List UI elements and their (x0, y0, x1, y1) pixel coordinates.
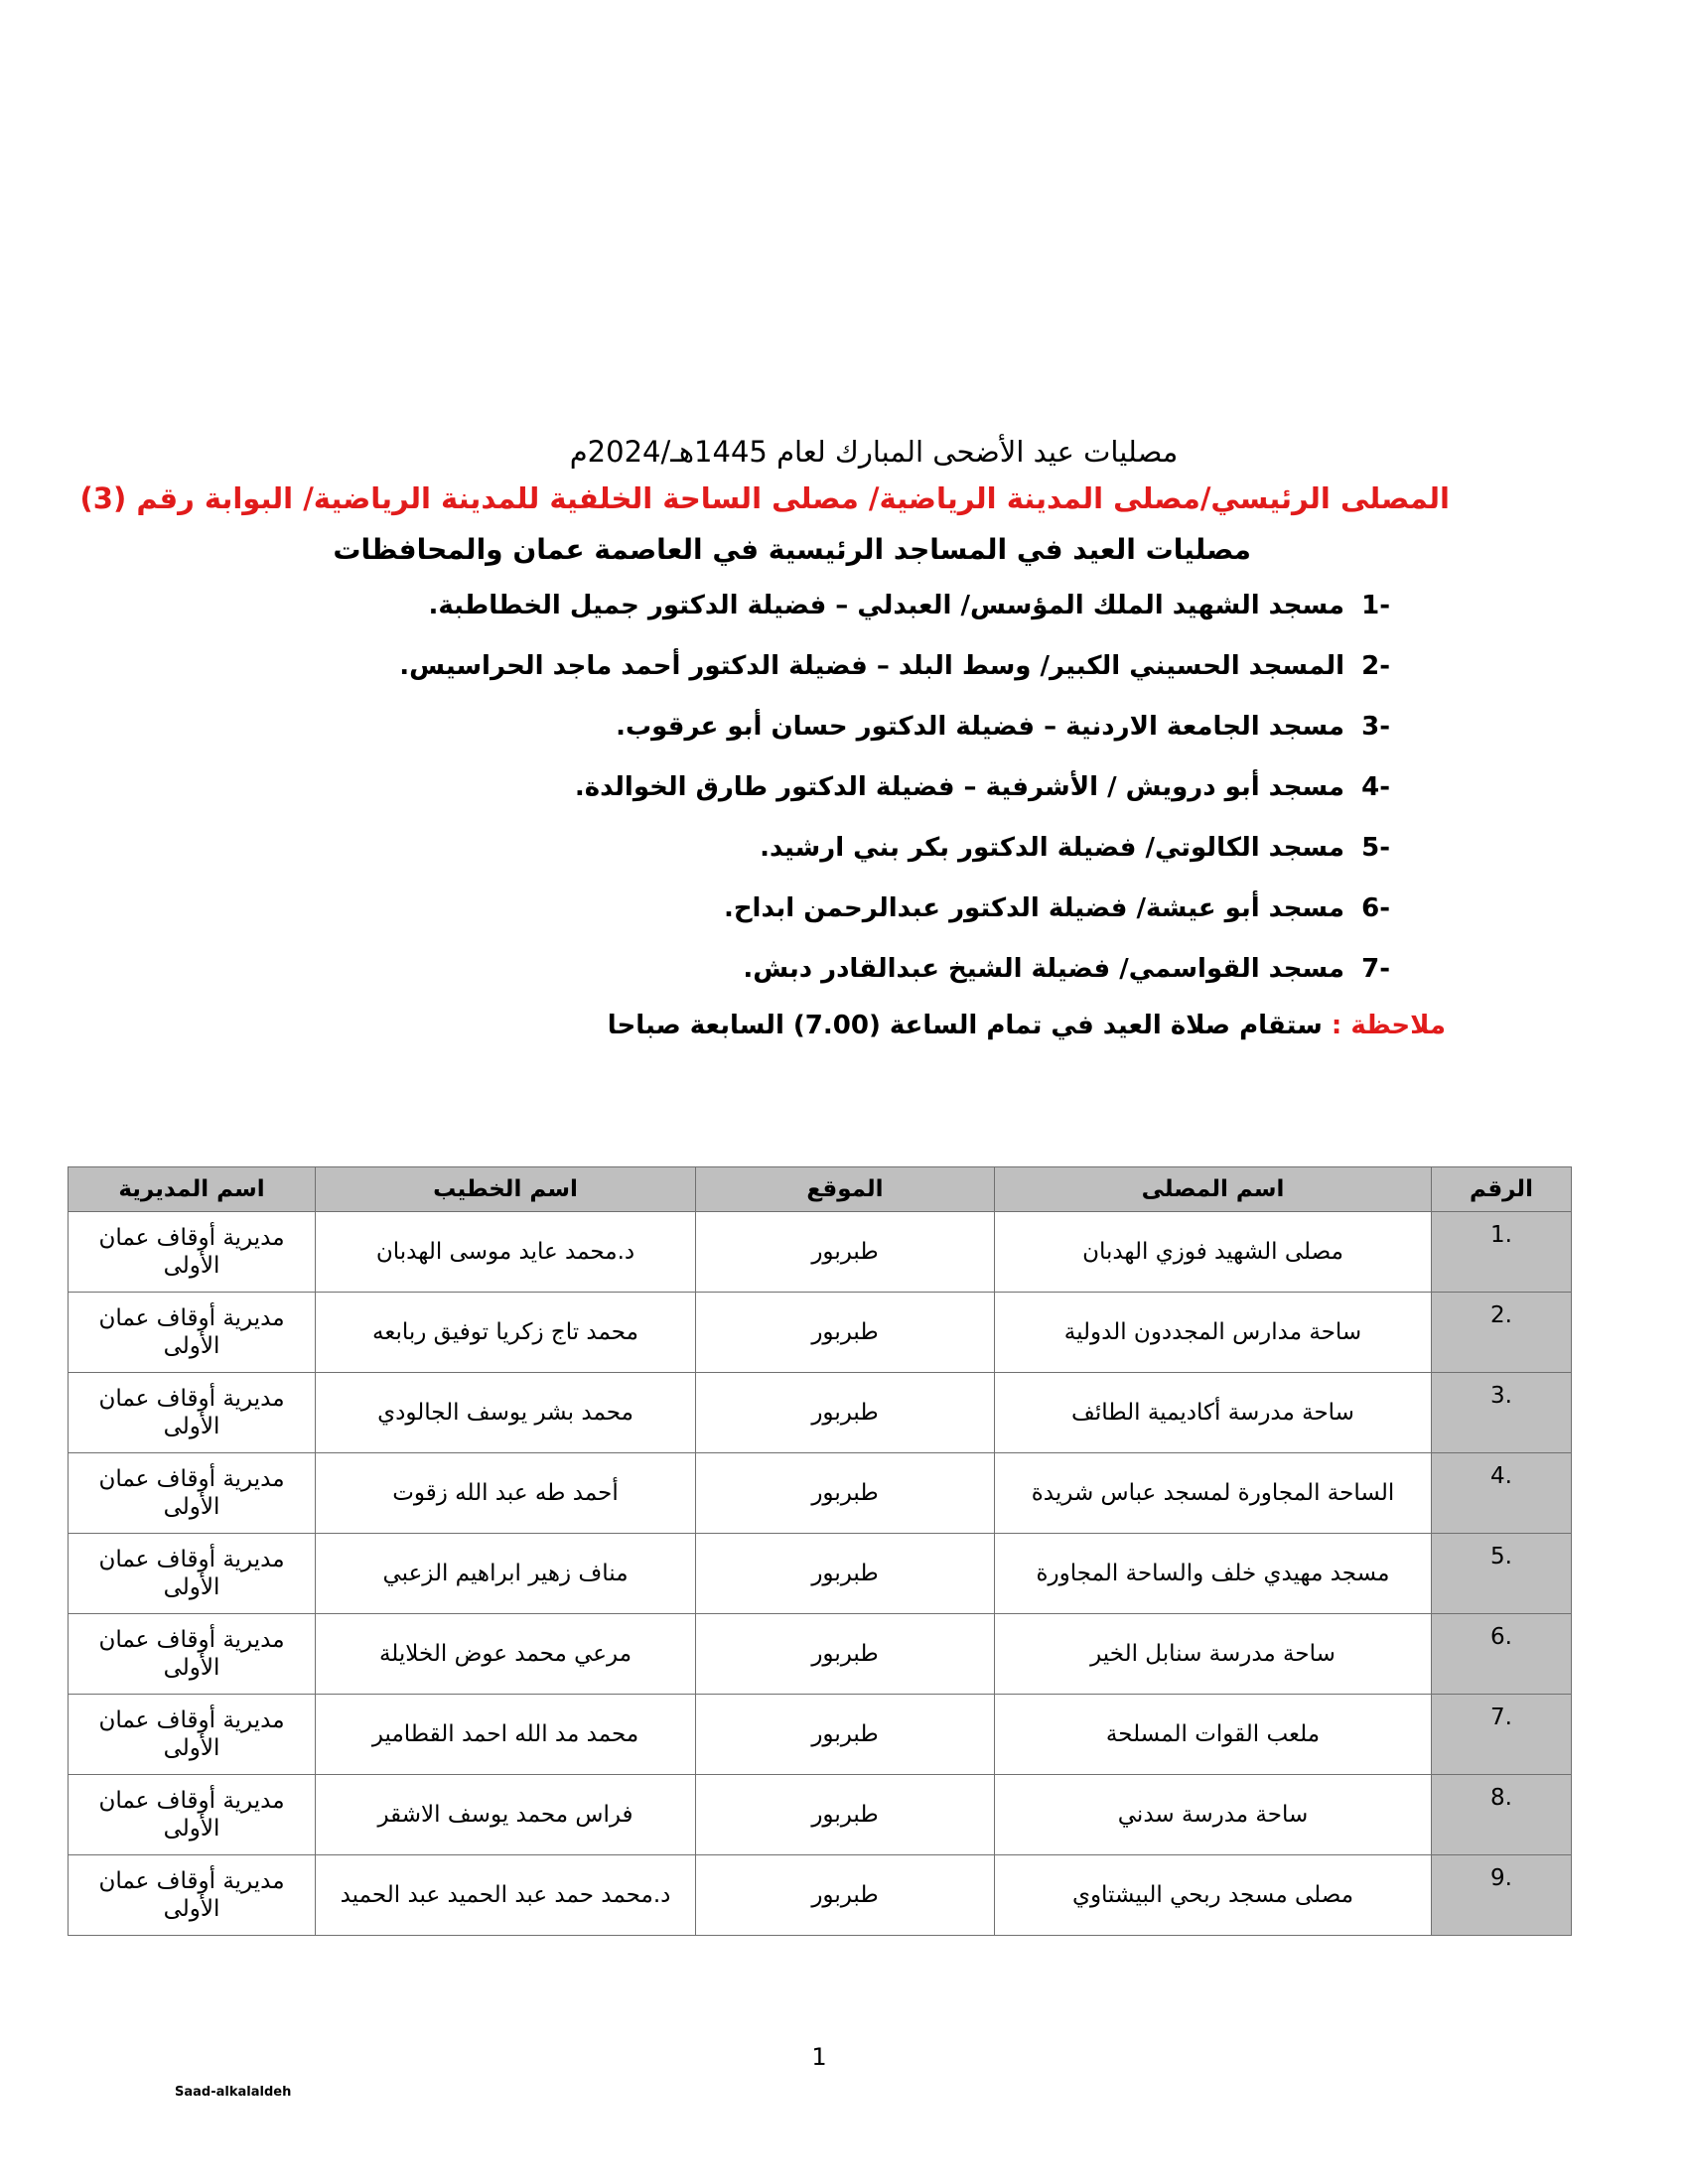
header-location: الموقع (696, 1167, 995, 1212)
cell-location: طبربور (696, 1534, 995, 1614)
cell-preacher: محمد مد الله احمد القطامير (316, 1695, 696, 1775)
cell-directorate: مديرية أوقاف عمان الأولى (69, 1614, 316, 1695)
list-item-text: مسجد القواسمي/ فضيلة الشيخ عبدالقادر دبش. (743, 954, 1344, 984)
list-item (397, 893, 1390, 954)
section-heading: مصليات العيد في المساجد الرئيسية في العاصمة عمان والمحافظات (333, 533, 1251, 566)
list-item-number: -3 (1361, 712, 1390, 742)
cell-number: 9. (1432, 1855, 1572, 1936)
cell-preacher: أحمد طه عبد الله زقوت (316, 1453, 696, 1534)
table-row (69, 1695, 1572, 1775)
cell-location: طبربور (696, 1695, 995, 1775)
cell-prayer-ground: مصلى مسجد ربحي البيشتاوي (995, 1855, 1432, 1936)
cell-preacher: د.محمد حمد عبد الحميد عبد الحميد (316, 1855, 696, 1936)
cell-location: طبربور (696, 1855, 995, 1936)
list-item (397, 833, 1390, 893)
table-row (69, 1453, 1572, 1534)
cell-directorate: مديرية أوقاف عمان الأولى (69, 1534, 316, 1614)
document-title: مصليات عيد الأضحى المبارك لعام 1445هـ/2024م (569, 435, 1179, 469)
cell-directorate: مديرية أوقاف عمان الأولى (69, 1453, 316, 1534)
table-header-row (69, 1167, 1572, 1212)
list-item-text: مسجد الشهيد الملك المؤسس/ العبدلي – فضيلة الدكتور جميل الخطاطبة. (428, 591, 1344, 620)
table-row (69, 1614, 1572, 1695)
table-row (69, 1293, 1572, 1373)
table-body (69, 1212, 1572, 1936)
table-row (69, 1775, 1572, 1855)
list-item-text: مسجد الجامعة الاردنية – فضيلة الدكتور حسان أبو عرقوب. (616, 712, 1344, 742)
cell-number: 1. (1432, 1212, 1572, 1293)
list-item (397, 954, 1390, 1015)
cell-preacher: محمد تاج زكريا توفيق ربابعه (316, 1293, 696, 1373)
cell-preacher: فراس محمد يوسف الاشقر (316, 1775, 696, 1855)
list-item-text: مسجد أبو درويش / الأشرفية – فضيلة الدكتور طارق الخوالدة. (574, 772, 1344, 802)
cell-prayer-ground: مصلى الشهيد فوزي الهدبان (995, 1212, 1432, 1293)
list-item (397, 651, 1390, 712)
cell-prayer-ground: ساحة مدرسة سدني (995, 1775, 1432, 1855)
list-item-number: -2 (1361, 651, 1390, 681)
header-number: الرقم (1432, 1167, 1572, 1212)
cell-prayer-ground: ساحة مدرسة أكاديمية الطائف (995, 1373, 1432, 1453)
cell-location: طبربور (696, 1453, 995, 1534)
note (608, 1011, 1446, 1040)
list-item-number: -7 (1361, 954, 1390, 984)
cell-location: طبربور (696, 1212, 995, 1293)
list-item-number: -5 (1361, 833, 1390, 863)
cell-location: طبربور (696, 1775, 995, 1855)
cell-location: طبربور (696, 1373, 995, 1453)
cell-prayer-ground: ساحة مدارس المجددون الدولية (995, 1293, 1432, 1373)
list-item (397, 712, 1390, 772)
table-row (69, 1373, 1572, 1453)
list-item-text: مسجد أبو عيشة/ فضيلة الدكتور عبدالرحمن ابداح. (723, 893, 1344, 923)
cell-directorate: مديرية أوقاف عمان الأولى (69, 1855, 316, 1936)
cell-number: 4. (1432, 1453, 1572, 1534)
cell-directorate: مديرية أوقاف عمان الأولى (69, 1212, 316, 1293)
cell-number: 5. (1432, 1534, 1572, 1614)
list-item-number: -4 (1361, 772, 1390, 802)
page-number: 1 (811, 2043, 827, 2071)
header-directorate: اسم المديرية (69, 1167, 316, 1212)
list-item-text: مسجد الكالوتي/ فضيلة الدكتور بكر بني ارشيد. (760, 833, 1344, 863)
cell-preacher: محمد بشر يوسف الجالودي (316, 1373, 696, 1453)
cell-prayer-ground: مسجد مهيدي خلف والساحة المجاورة (995, 1534, 1432, 1614)
cell-preacher: مناف زهير ابراهيم الزعبي (316, 1534, 696, 1614)
main-prayer-ground-subtitle: المصلى الرئيسي/مصلى المدينة الرياضية/ مصلى الساحة الخلفية للمدينة الرياضية/ البوابة رقم (3) (79, 481, 1450, 515)
cell-directorate: مديرية أوقاف عمان الأولى (69, 1695, 316, 1775)
cell-directorate: مديرية أوقاف عمان الأولى (69, 1373, 316, 1453)
cell-prayer-ground: ساحة مدرسة سنابل الخير (995, 1614, 1432, 1695)
cell-number: 2. (1432, 1293, 1572, 1373)
cell-directorate: مديرية أوقاف عمان الأولى (69, 1775, 316, 1855)
cell-prayer-ground: الساحة المجاورة لمسجد عباس شريدة (995, 1453, 1432, 1534)
list-item-number: -1 (1361, 591, 1390, 620)
cell-number: 3. (1432, 1373, 1572, 1453)
cell-preacher: د.محمد عايد موسى الهدبان (316, 1212, 696, 1293)
header-preacher: اسم الخطيب (316, 1167, 696, 1212)
list-item (397, 591, 1390, 651)
note-label: ملاحظة : (1331, 1011, 1446, 1040)
list-item-number: -6 (1361, 893, 1390, 923)
mosque-list (397, 591, 1390, 1015)
table-row (69, 1212, 1572, 1293)
cell-location: طبربور (696, 1614, 995, 1695)
header-prayer-ground: اسم المصلى (995, 1167, 1432, 1212)
cell-preacher: مرعي محمد عوض الخلايلة (316, 1614, 696, 1695)
table-row (69, 1855, 1572, 1936)
note-text: ستقام صلاة العيد في تمام الساعة (7.00) السابعة صباحا (607, 1011, 1332, 1040)
cell-number: 7. (1432, 1695, 1572, 1775)
list-item (397, 772, 1390, 833)
cell-prayer-ground: ملعب القوات المسلحة (995, 1695, 1432, 1775)
prayer-grounds-table (68, 1166, 1572, 1936)
table-row (69, 1534, 1572, 1614)
cell-directorate: مديرية أوقاف عمان الأولى (69, 1293, 316, 1373)
cell-location: طبربور (696, 1293, 995, 1373)
cell-number: 8. (1432, 1775, 1572, 1855)
cell-number: 6. (1432, 1614, 1572, 1695)
author-footer: Saad-alkalaldeh (175, 2085, 292, 2100)
list-item-text: المسجد الحسيني الكبير/ وسط البلد – فضيلة الدكتور أحمد ماجد الحراسيس. (399, 651, 1344, 681)
